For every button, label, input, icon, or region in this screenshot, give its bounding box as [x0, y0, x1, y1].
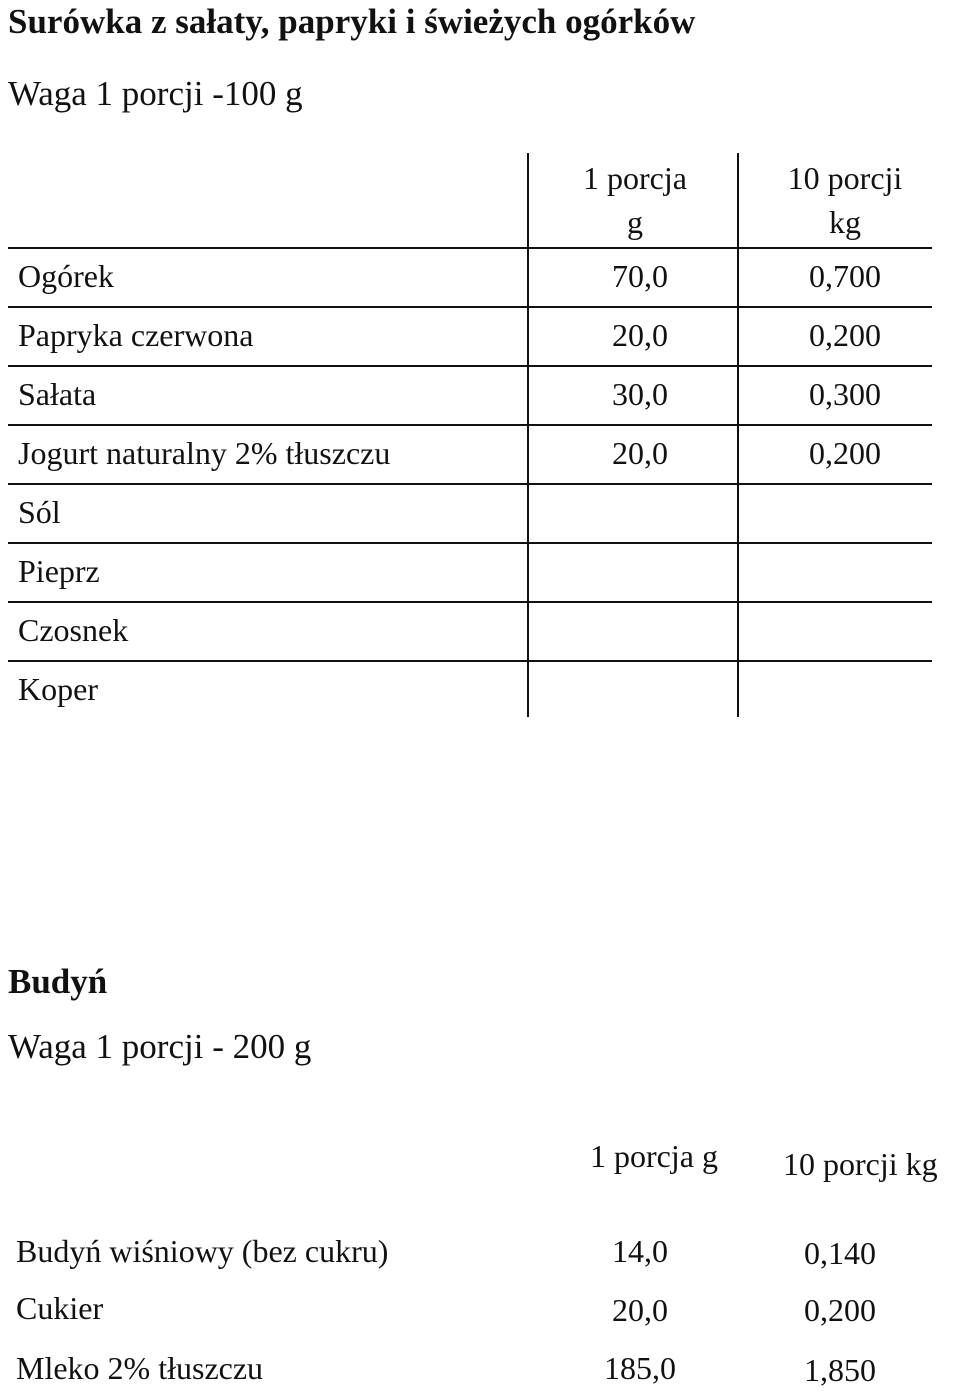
ingredient-one-portion: 70,0 [612, 258, 668, 294]
table-divider [8, 601, 932, 603]
recipe1-title: Surówka z sałaty, papryki i świeżych ogórków [8, 2, 696, 41]
ingredient-name: Cukier [16, 1290, 104, 1326]
ingredient-ten-portions: 0,700 [809, 258, 881, 294]
col2-header: 10 porcji kg [783, 1146, 938, 1182]
ingredient-one-portion: 185,0 [604, 1350, 676, 1386]
ingredient-ten-portions: 1,850 [804, 1352, 876, 1388]
ingredient-name: Jogurt naturalny 2% tłuszczu [18, 435, 391, 471]
col1-unit: g [627, 204, 643, 240]
ingredient-one-portion: 20,0 [612, 1292, 668, 1328]
recipe1-weight: Waga 1 porcji -100 g [8, 74, 303, 113]
ingredient-one-portion: 30,0 [612, 376, 668, 412]
ingredient-name: Budyń wiśniowy (bez cukru) [16, 1233, 389, 1269]
ingredient-ten-portions: 0,200 [804, 1292, 876, 1328]
col1-header: 1 porcja g [590, 1138, 718, 1174]
ingredient-name: Sałata [18, 376, 97, 412]
ingredient-one-portion: 20,0 [612, 435, 668, 471]
ingredient-name: Koper [18, 671, 98, 707]
ingredient-name: Sól [18, 494, 61, 530]
ingredient-ten-portions: 0,140 [804, 1235, 876, 1271]
ingredient-name: Papryka czerwona [18, 317, 254, 353]
ingredient-ten-portions: 0,200 [809, 317, 881, 353]
column-divider [527, 153, 529, 717]
table-divider [8, 660, 932, 662]
ingredient-ten-portions: 0,300 [809, 376, 881, 412]
col1-header: 1 porcja [583, 160, 687, 196]
column-divider [737, 153, 739, 717]
col2-header: 10 porcji [787, 160, 903, 196]
table-divider [8, 483, 932, 485]
ingredient-name: Pieprz [18, 553, 100, 589]
ingredient-name: Ogórek [18, 258, 114, 294]
table-divider [8, 424, 932, 426]
table-divider [8, 306, 932, 308]
table-divider [8, 542, 932, 544]
ingredient-one-portion: 14,0 [612, 1233, 668, 1269]
ingredient-ten-portions: 0,200 [809, 435, 881, 471]
col2-unit: kg [829, 204, 861, 240]
recipe2-title: Budyń [8, 962, 108, 1001]
table-divider [8, 247, 932, 249]
ingredient-one-portion: 20,0 [612, 317, 668, 353]
ingredient-name: Mleko 2% tłuszczu [16, 1350, 264, 1386]
recipe2-weight: Waga 1 porcji - 200 g [8, 1027, 312, 1066]
table-divider [8, 365, 932, 367]
ingredient-name: Czosnek [18, 612, 129, 648]
